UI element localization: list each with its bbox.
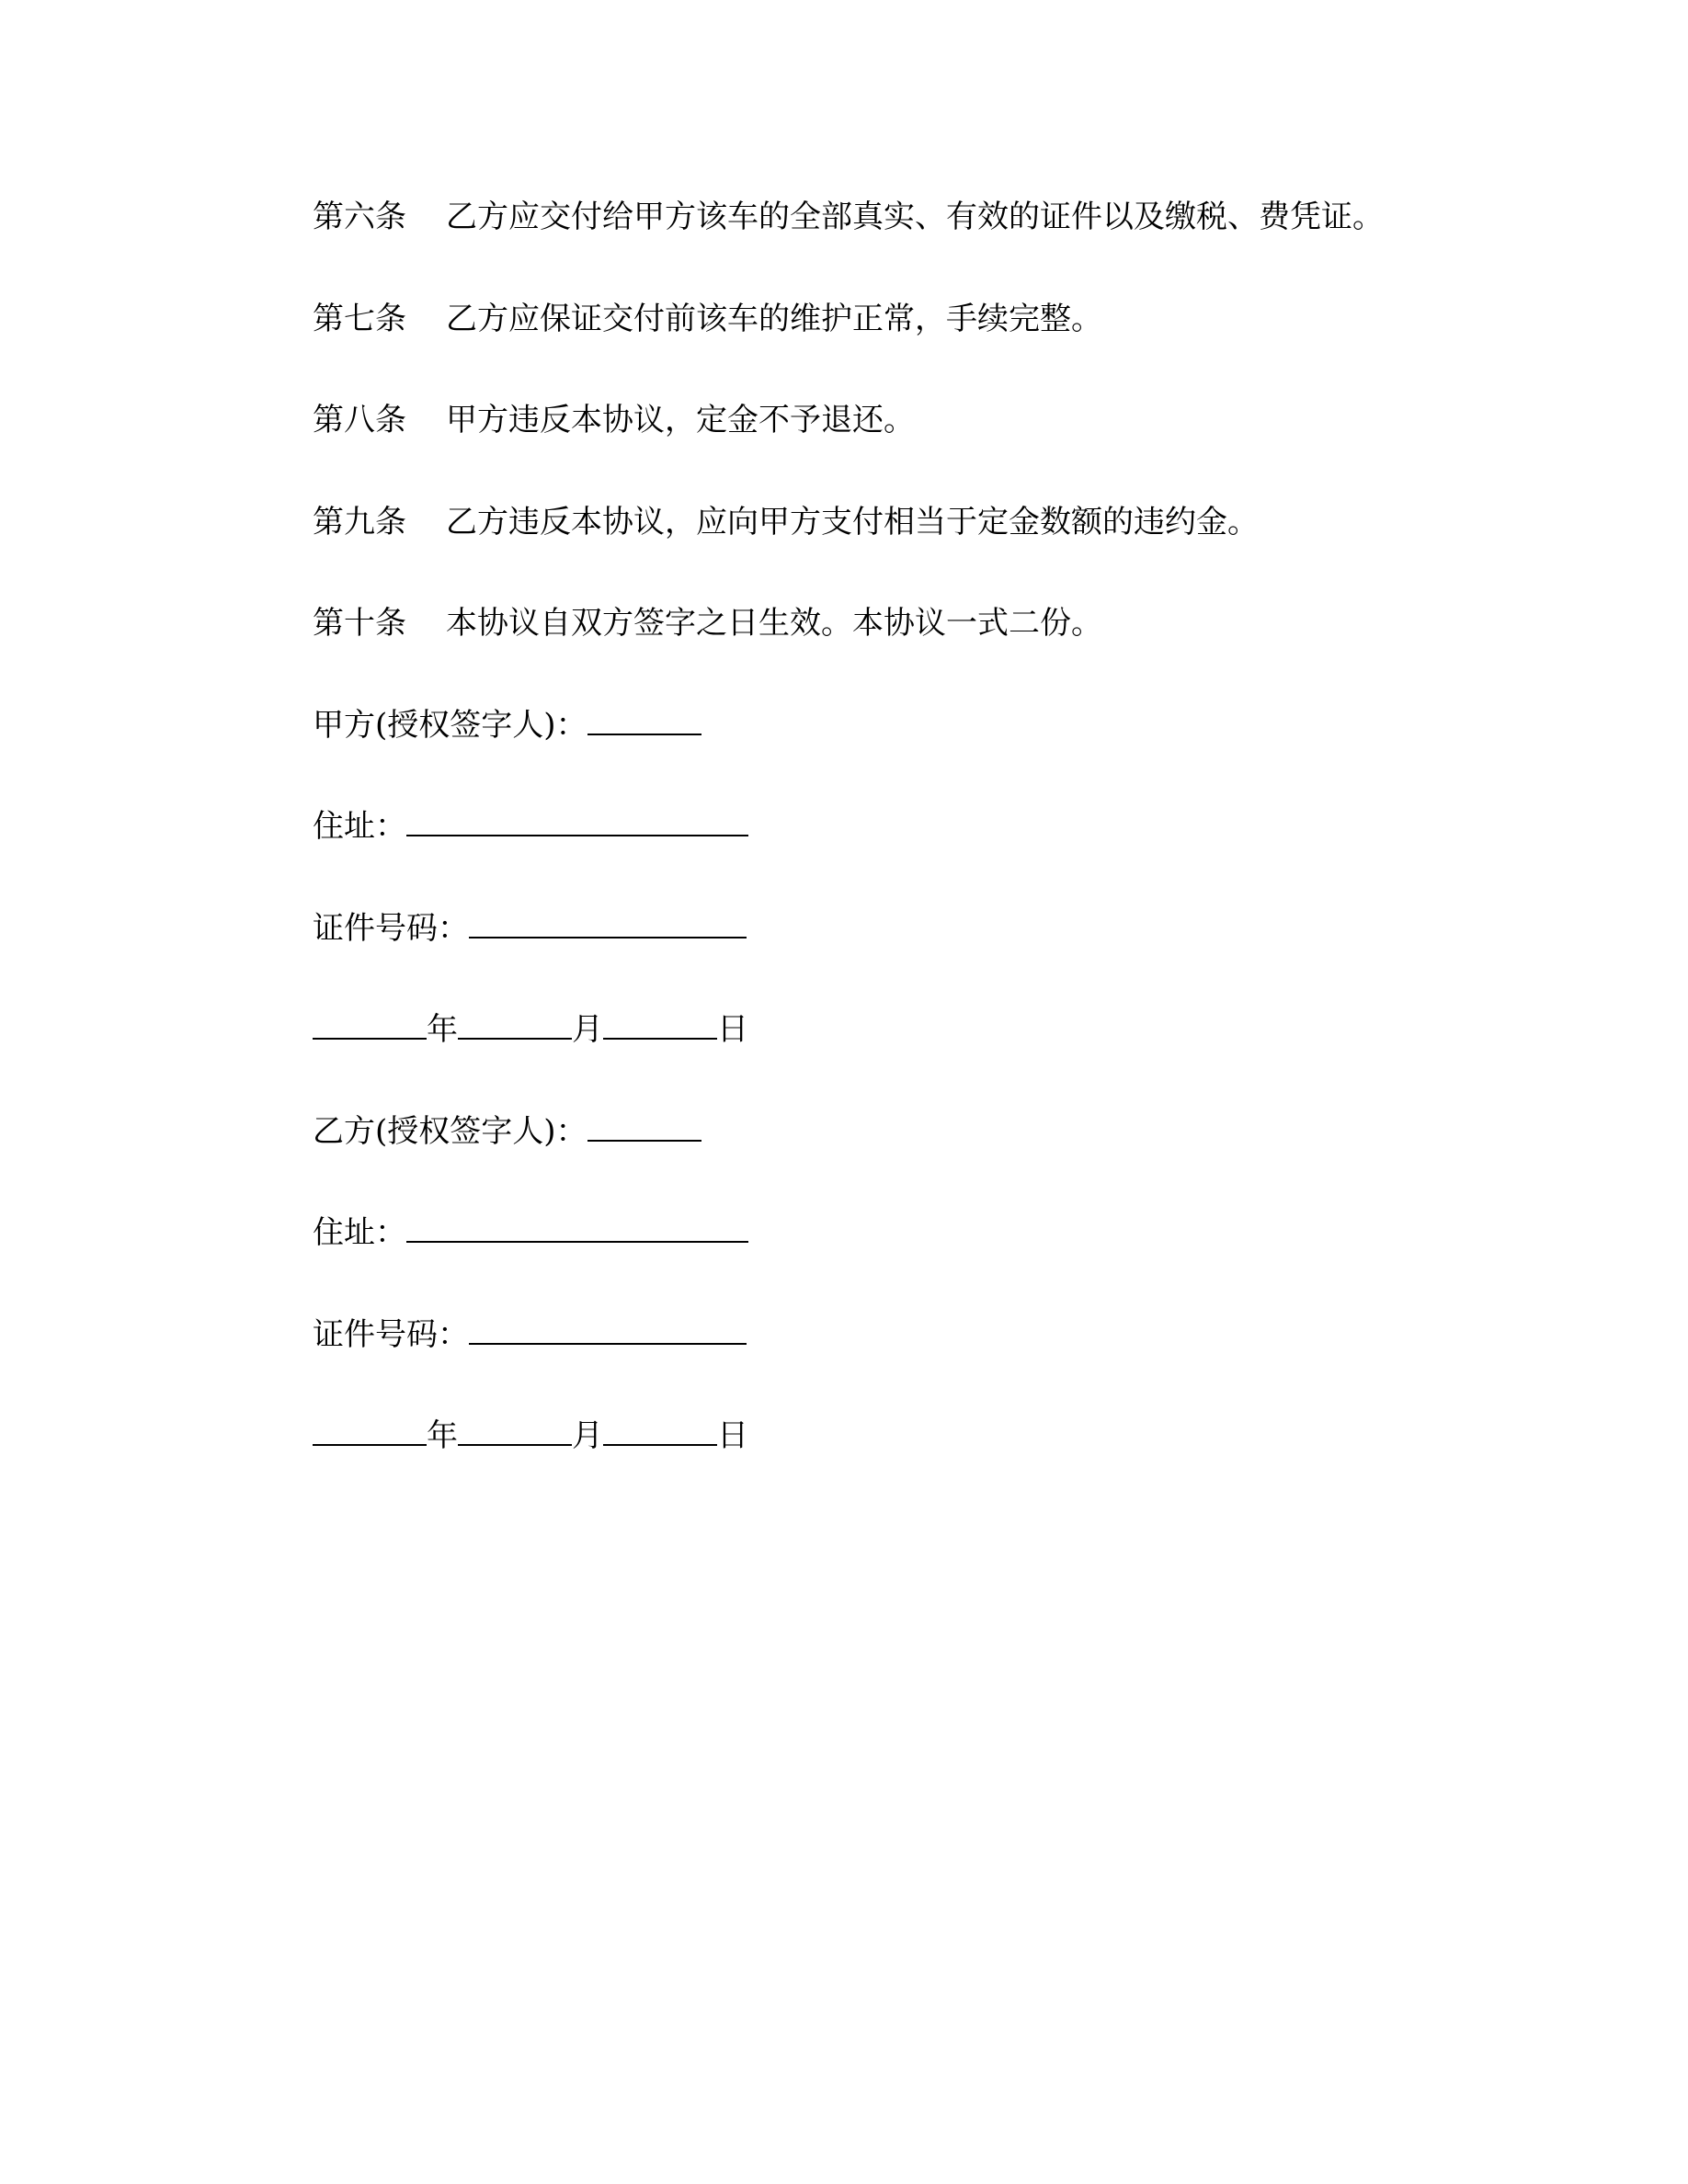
article-text: 乙方应保证交付前该车的维护正常，手续完整。: [446, 301, 1102, 337]
party-a-date: [313, 1011, 748, 1048]
party-a-day-label: 日: [717, 1011, 748, 1048]
party-b-address-blank[interactable]: [406, 1215, 748, 1243]
article-number: 第十条: [313, 605, 406, 642]
party-b-address: [313, 1214, 748, 1251]
article-text: 甲方违反本协议，定金不予退还。: [446, 402, 915, 438]
party-a-sign-blank[interactable]: [587, 708, 701, 735]
party-a-id: [313, 910, 747, 947]
party-a-id-blank[interactable]: [469, 911, 747, 938]
article-6: [313, 199, 1384, 235]
article-number: 第九条: [313, 504, 406, 540]
party-b-sign-blank[interactable]: [587, 1114, 701, 1142]
article-10: [313, 605, 1102, 642]
party-a-signature: [313, 707, 701, 744]
party-a-year-label: 年: [427, 1011, 458, 1048]
party-b-day-blank[interactable]: [603, 1418, 717, 1446]
party-b-id: [313, 1316, 747, 1353]
party-b-id-blank[interactable]: [469, 1317, 747, 1345]
party-a-year-blank[interactable]: [313, 1012, 427, 1040]
article-9: [313, 504, 1259, 540]
party-b-sign-label: 乙方(授权签字人)：: [313, 1113, 587, 1150]
party-b-year-label: 年: [427, 1417, 458, 1454]
party-b-signature: [313, 1113, 701, 1150]
article-7: [313, 301, 1102, 337]
party-b-month-label: 月: [572, 1417, 603, 1454]
article-text: 乙方应交付给甲方该车的全部真实、有效的证件以及缴税、费凭证。: [446, 199, 1384, 235]
party-b-date: [313, 1417, 748, 1454]
party-b-day-label: 日: [717, 1417, 748, 1454]
article-text: 乙方违反本协议，应向甲方支付相当于定金数额的违约金。: [446, 504, 1259, 540]
party-a-address-label: 住址：: [313, 808, 406, 845]
party-b-month-blank[interactable]: [458, 1418, 572, 1446]
party-a-sign-label: 甲方(授权签字人)：: [313, 707, 587, 744]
article-number: 第八条: [313, 402, 406, 438]
party-b-year-blank[interactable]: [313, 1418, 427, 1446]
party-a-address-blank[interactable]: [406, 809, 748, 836]
party-a-month-blank[interactable]: [458, 1012, 572, 1040]
party-b-address-label: 住址：: [313, 1214, 406, 1251]
party-b-id-label: 证件号码：: [313, 1316, 469, 1353]
article-number: 第七条: [313, 301, 406, 337]
party-a-id-label: 证件号码：: [313, 910, 469, 947]
party-a-address: [313, 808, 748, 845]
article-text: 本协议自双方签字之日生效。本协议一式二份。: [446, 605, 1102, 642]
party-a-day-blank[interactable]: [603, 1012, 717, 1040]
article-8: [313, 402, 915, 438]
party-a-month-label: 月: [572, 1011, 603, 1048]
article-number: 第六条: [313, 199, 406, 235]
